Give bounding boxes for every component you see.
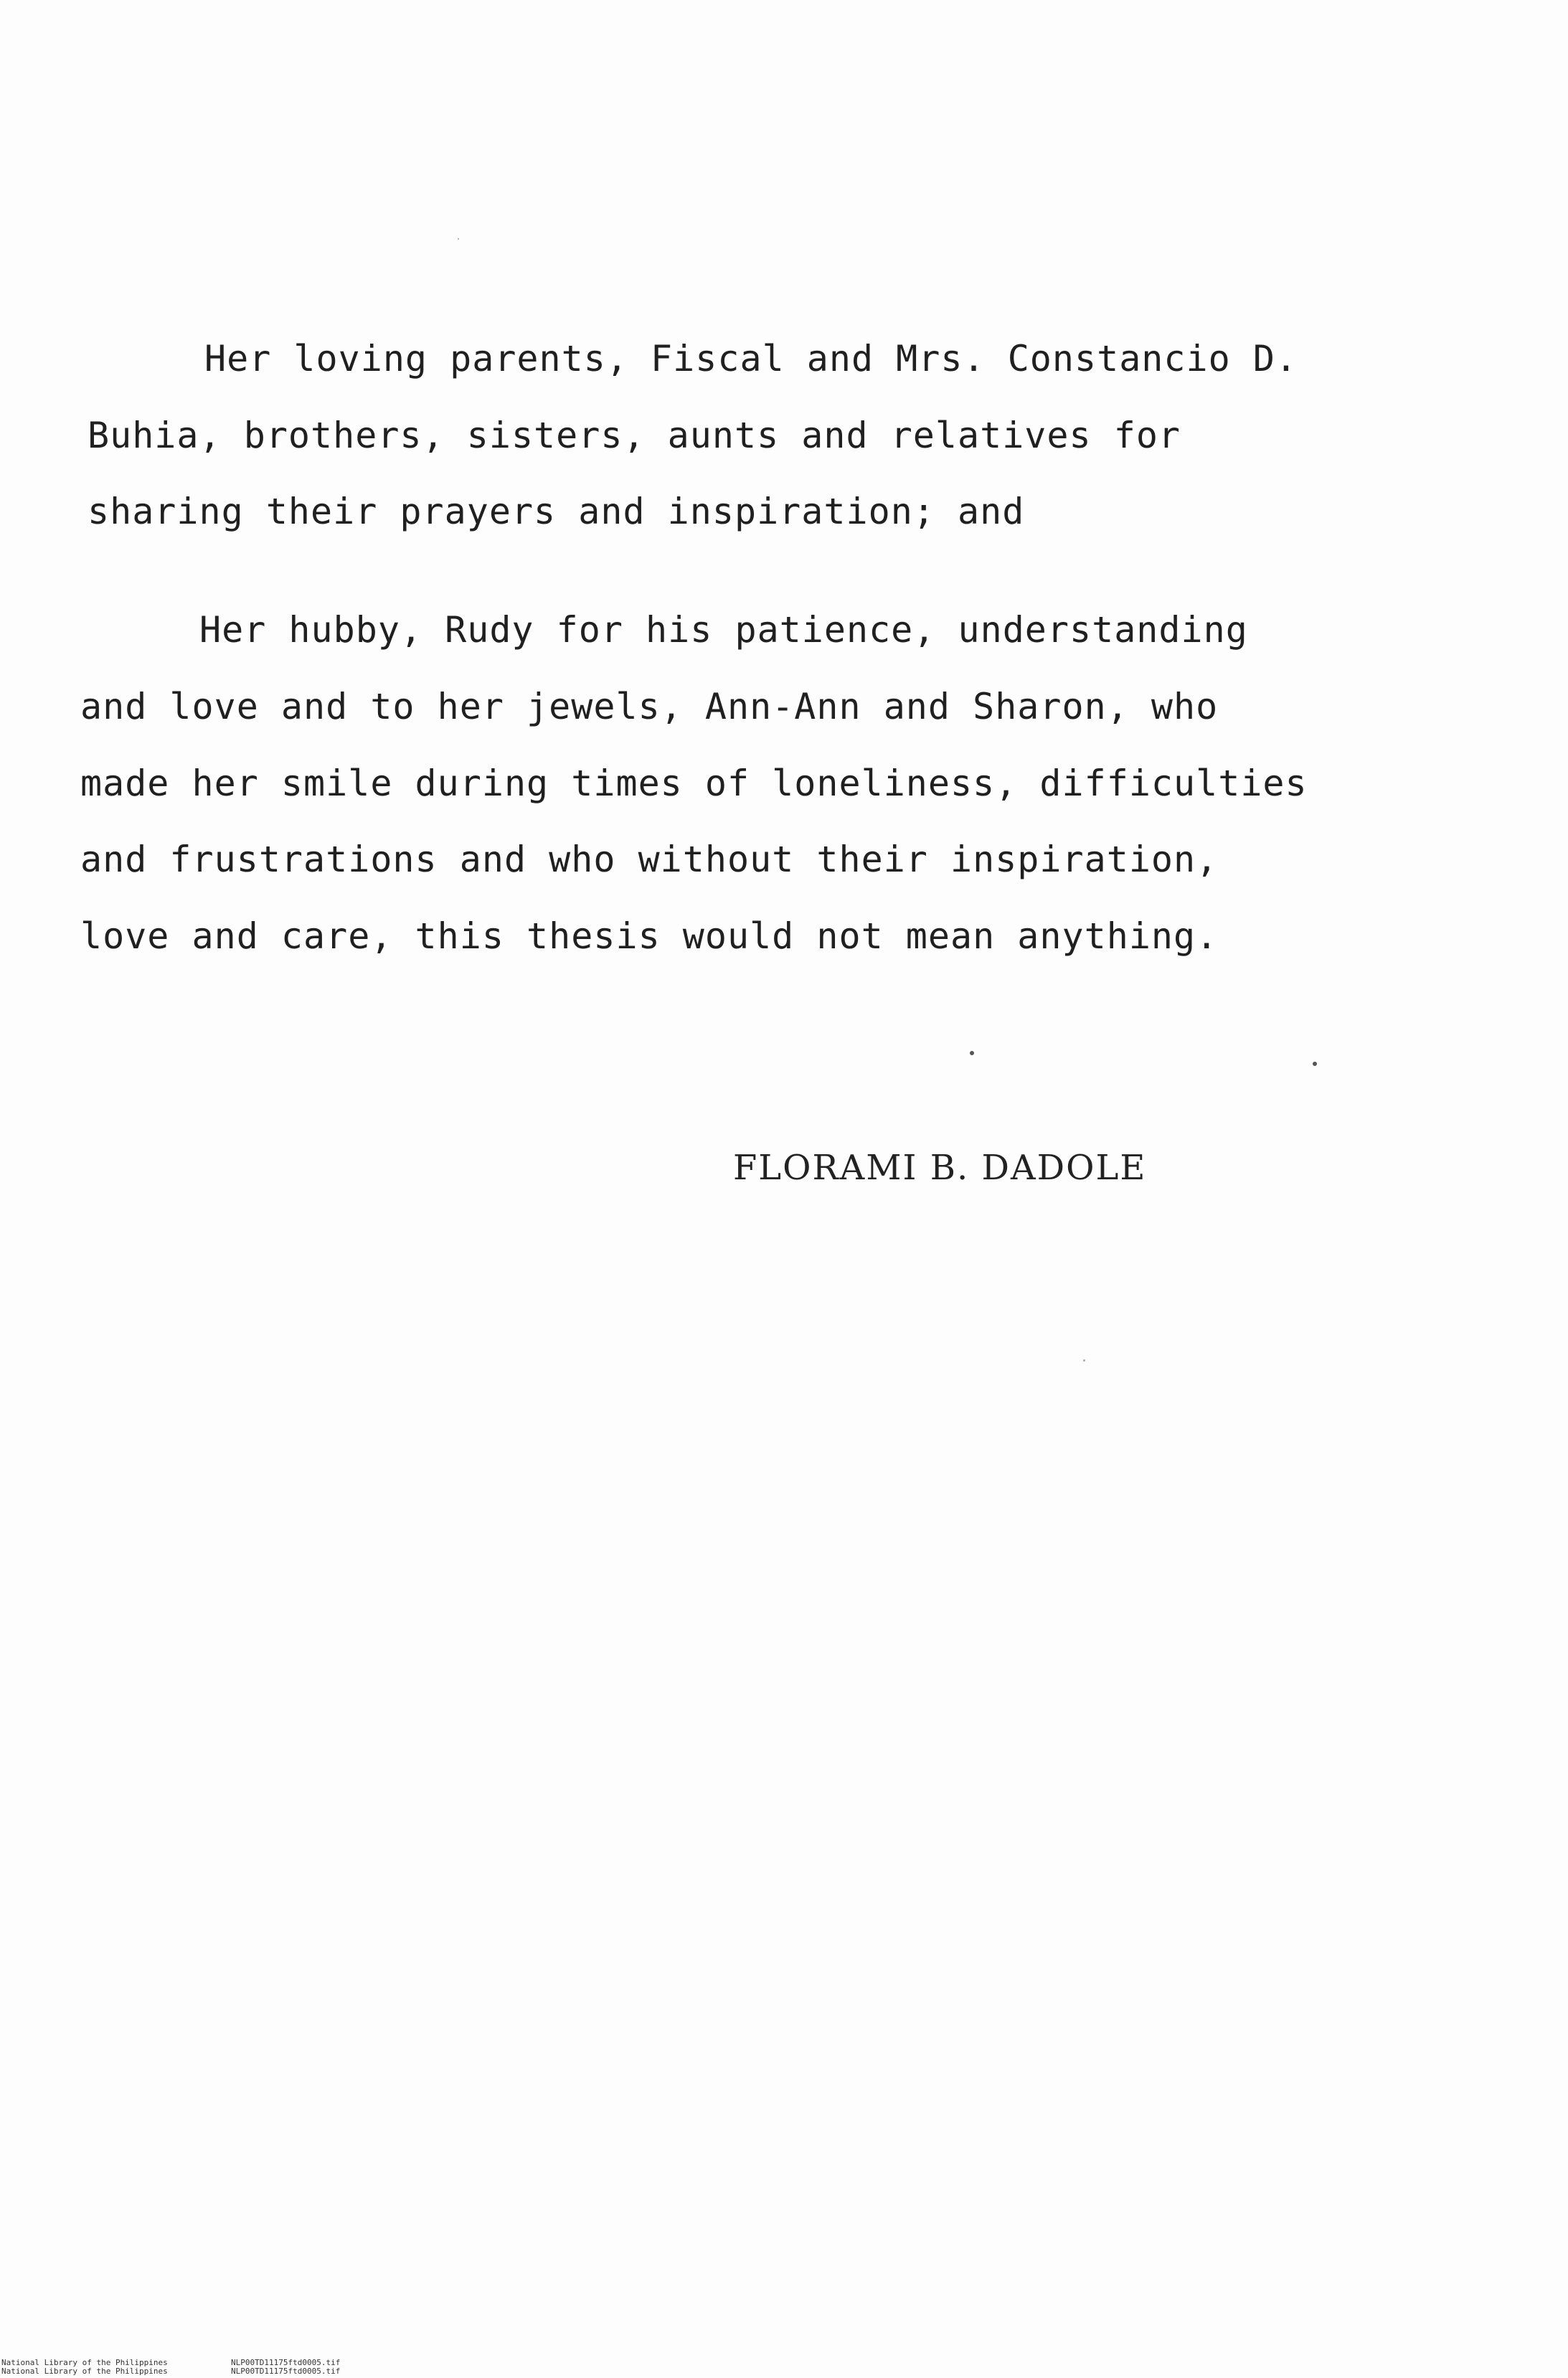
footer-library: National Library of the Philippines	[1, 2367, 168, 2376]
scan-speck	[970, 1051, 974, 1055]
paragraph-2-line-2: and love and to her jewels, Ann-Ann and Sharon, who	[80, 686, 1219, 727]
paragraph-1-line-3: sharing their prayers and inspiration; and	[88, 491, 1025, 532]
paragraph-1-line-1: Her loving parents, Fiscal and Mrs. Constancio D.	[204, 338, 1298, 379]
paragraph-2-line-5: love and care, this thesis would not mean anything.	[80, 915, 1219, 957]
scan-speck	[458, 238, 459, 240]
paragraph-1-line-2: Buhia, brothers, sisters, aunts and relatives for	[88, 415, 1181, 456]
footer-line-2	[1, 2367, 341, 2376]
scan-speck	[1083, 1359, 1085, 1362]
footer-file-id: NLP00TD11175ftd0005.tif	[231, 2358, 341, 2367]
footer-library: National Library of the Philippines	[1, 2358, 168, 2367]
signature-name: FLORAMI B. DADOLE	[733, 1148, 1147, 1188]
scan-speck	[1313, 1062, 1317, 1066]
paragraph-2-line-3: made her smile during times of loneliness, difficulties	[80, 763, 1308, 804]
paragraph-2-line-4: and frustrations and who without their inspiration,	[80, 839, 1219, 880]
footer-file-id: NLP00TD11175ftd0005.tif	[231, 2367, 341, 2376]
paragraph-2-line-1: Her hubby, Rudy for his patience, understanding	[199, 609, 1248, 651]
